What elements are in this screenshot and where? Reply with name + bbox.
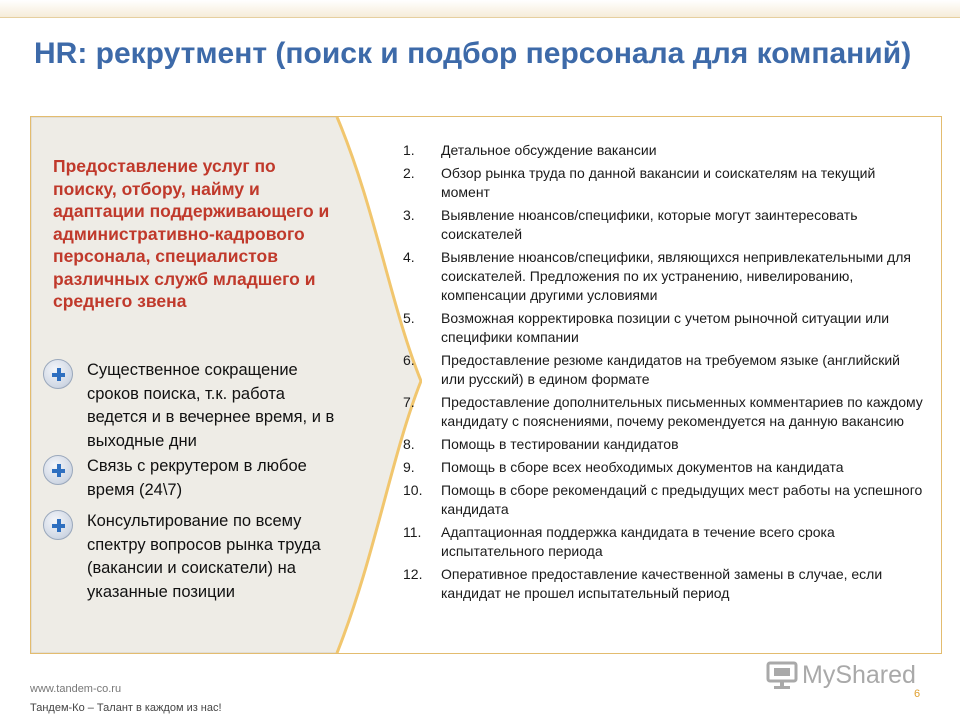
benefit-text: Связь с рекрутером в любое время (24\7) <box>87 457 307 499</box>
top-band <box>0 0 960 18</box>
step-number: 3. <box>403 207 415 223</box>
step-item <box>403 481 923 519</box>
step-item <box>403 393 923 431</box>
step-number: 9. <box>403 459 415 475</box>
step-text: Помощь в сборе всех необходимых документов на кандидата <box>441 459 844 475</box>
plus-icon <box>43 455 73 485</box>
step-item <box>403 351 923 389</box>
step-text: Предоставление резюме кандидатов на требуемом языке (английский или русский) в едином формате <box>441 352 900 387</box>
step-item <box>403 248 923 305</box>
step-number: 8. <box>403 436 415 452</box>
plus-icon <box>43 510 73 540</box>
step-item <box>403 458 923 477</box>
step-text: Выявление нюансов/специфики, которые могут заинтересовать соискателей <box>441 207 858 242</box>
step-number: 11. <box>403 524 422 540</box>
step-number: 2. <box>403 165 415 181</box>
footer-url[interactable]: www.tandem-co.ru <box>30 683 122 695</box>
step-text: Предоставление дополнительных письменных комментариев по каждому кандидату с пояснениями, почему рекомендуется на данную вакансию <box>441 394 923 429</box>
step-text: Выявление нюансов/специфики, являющихся непривлекательными для соискателей. Предложения по их устранению, нивелированию, компенсации другими условиями <box>441 249 911 303</box>
step-text: Помощь в сборе рекомендаций с предыдущих мест работы на успешного кандидата <box>441 482 923 517</box>
step-item <box>403 309 923 347</box>
step-number: 6. <box>403 352 415 368</box>
watermark-text: MyShared <box>802 661 916 689</box>
step-item <box>403 565 923 603</box>
plus-icon <box>43 359 73 389</box>
step-item <box>403 435 923 454</box>
step-number: 7. <box>403 394 415 410</box>
myshared-watermark <box>766 658 926 694</box>
benefit-text: Консультирование по всему спектру вопросов рынка труда (вакансии и соискатели) на указанные позиции <box>87 512 321 601</box>
step-number: 10. <box>403 482 423 498</box>
step-number: 1. <box>403 142 415 158</box>
presentation-board-icon <box>766 660 798 690</box>
left-panel <box>31 117 422 653</box>
step-text: Помощь в тестировании кандидатов <box>441 436 679 452</box>
step-number: 5. <box>403 310 415 326</box>
step-number: 4. <box>403 249 415 265</box>
step-text: Оперативное предоставление качественной замены в случае, если кандидат не прошел испытательный период <box>441 566 883 601</box>
steps-list <box>403 141 923 607</box>
page-number: 6 <box>914 688 921 700</box>
benefit-text: Существенное сокращение сроков поиска, т.к. работа ведется и в вечернее время, и в выходные дни <box>87 361 335 450</box>
step-item <box>403 141 923 160</box>
content-frame <box>30 116 942 654</box>
step-text: Адаптационная поддержка кандидата в течение всего срока испытательного периода <box>441 524 835 559</box>
step-item <box>403 164 923 202</box>
step-text: Возможная корректировка позиции с учетом рыночной ситуации или специфики компании <box>441 310 890 345</box>
step-item <box>403 523 923 561</box>
lead-text: Предоставление услуг по поиску, отбору, найму и адаптации поддерживающего и административно-кадрового персонала, специалистов различных служб младшего и среднего звена <box>53 156 330 311</box>
step-item <box>403 206 923 244</box>
footer-slogan: Тандем-Ко – Талант в каждом из нас! <box>30 702 222 714</box>
step-text: Обзор рынка труда по данной вакансии и соискателям на текущий момент <box>441 165 876 200</box>
page-title: HR: рекрутмент (поиск и подбор персонала для компаний) <box>34 37 912 70</box>
step-number: 12. <box>403 566 423 582</box>
step-text: Детальное обсуждение вакансии <box>441 142 657 158</box>
